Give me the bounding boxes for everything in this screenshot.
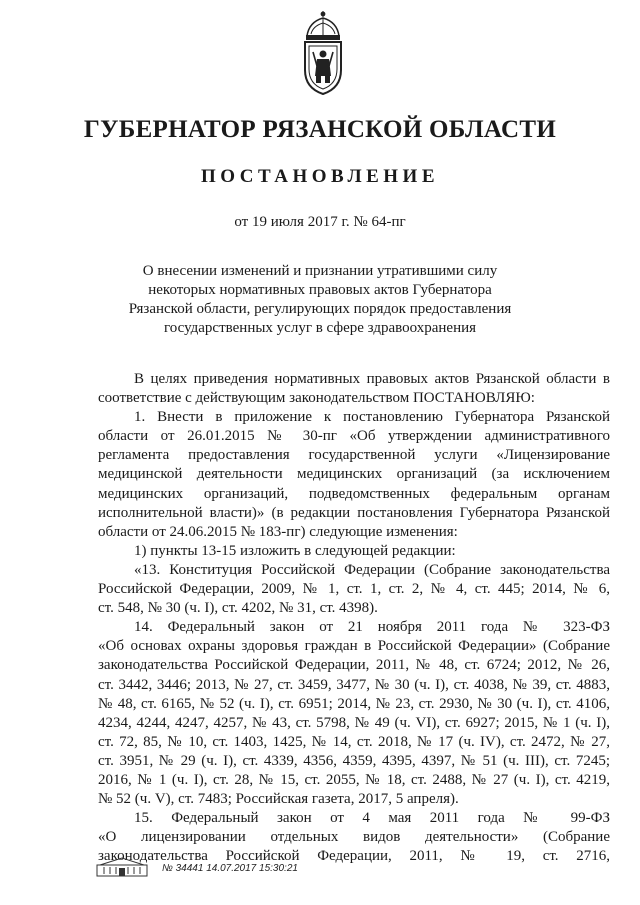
body-line: медицинских организаций, подведомственных федеральным органам: [98, 485, 610, 502]
body-line: области от 24.06.2015 № 183-пг) следующие изменения:: [98, 523, 458, 540]
registry-code: № 34441 14.07.2017 15:30:21: [162, 863, 298, 874]
body-line: 4234, 4244, 4247, 4257, № 43, ст. 5798, № 49 (ч. VI), ст. 6927; 2015, № 1 (ч. I),: [98, 714, 610, 731]
body-line: В целях приведения нормативных правовых актов Рязанской области в: [134, 371, 610, 387]
body-line: исполнительной власти)» (в редакции постановления Губернатора Рязанской: [98, 504, 610, 521]
body-line: 15. Федеральный закон от 4 мая 2011 года № 99-ФЗ: [134, 810, 610, 827]
body-line: № 52 (ч. V), ст. 7483; Российская газета, 2017, 5 апреля).: [98, 791, 459, 808]
document-body: [98, 370, 610, 866]
body-line: законодательства Российской Федерации, 2011, № 48, ст. 6724; 2012, № 26,: [98, 657, 610, 674]
body-line: «О лицензировании отдельных видов деятельности» (Собрание: [98, 829, 610, 846]
coat-of-arms-icon: [297, 10, 349, 96]
body-line: № 48, ст. 6165, № 52 (ч. I), ст. 6951; 2014, № 23, ст. 2930, № 30 (ч. I), ст. 4106,: [98, 695, 610, 712]
body-line: ст. 3951, № 29 (ч. I), ст. 4339, 4356, 4359, 4395, 4397, № 51 (ч. III), ст. 7245;: [98, 752, 610, 769]
document-subject: [0, 262, 640, 338]
body-line: «Об основах охраны здоровья граждан в Российской Федерации» (Собрание: [98, 638, 610, 655]
body-line: области от 26.01.2015 № 30-пг «Об утверждении административного: [98, 428, 610, 445]
governor-title: ГУБЕРНАТОР РЯЗАНСКОЙ ОБЛАСТИ: [83, 116, 557, 143]
subject-line: государственных услуг в сфере здравоохранения: [163, 320, 477, 336]
body-line: медицинской деятельности медицинских организаций (за исключением: [98, 466, 610, 483]
body-line: соответствие с действующим законодательством ПОСТАНОВЛЯЮ:: [98, 390, 535, 407]
printing-house-logo-icon: [96, 857, 148, 877]
body-line: 1. Внести в приложение к постановлению Губернатора Рязанской: [134, 409, 610, 426]
body-line: Российской Федерации, 2009, № 1, ст. 1, ст. 2, № 4, ст. 445; 2014, № 6,: [98, 581, 610, 598]
body-line: ст. 3442, 3446; 2013, № 27, ст. 3459, 3477, № 30 (ч. I), ст. 4038, № 39, ст. 4883,: [98, 676, 610, 693]
document-type: ПОСТАНОВЛЕНИЕ: [200, 166, 440, 187]
subject-line: некоторых нормативных правовых актов Губернатора: [148, 282, 492, 298]
body-line: ст. 548, № 30 (ч. I), ст. 4202, № 31, ст. 4398).: [98, 600, 378, 617]
body-line: 2016, № 1 (ч. I), ст. 28, № 15, ст. 2055, № 18, ст. 2488, № 27 (ч. I), ст. 4219,: [98, 771, 610, 788]
subject-line: Рязанской области, регулирующих порядок предоставления: [128, 301, 512, 317]
body-line: 14. Федеральный закон от 21 ноября 2011 года № 323-ФЗ: [134, 619, 610, 636]
subject-line: О внесении изменений и признании утратившими силу: [142, 263, 498, 279]
document-date-number: от 19 июля 2017 г. № 64-пг: [234, 214, 406, 230]
body-line: ст. 72, 85, № 10, ст. 1403, 1425, № 14, ст. 2018, № 17 (ч. IV), ст. 2472, № 27,: [98, 733, 610, 750]
body-line: регламента предоставления государственной услуги «Лицензирование: [98, 447, 610, 464]
body-line: «13. Конституция Российской Федерации (Собрание законодательства: [134, 561, 610, 578]
body-line: 1) пункты 13-15 изложить в следующей редакции:: [134, 542, 456, 559]
document-footer: [96, 857, 356, 879]
body-line: законодательства Российской Федерации, 2011, № 19, ст. 2716,: [98, 848, 610, 865]
